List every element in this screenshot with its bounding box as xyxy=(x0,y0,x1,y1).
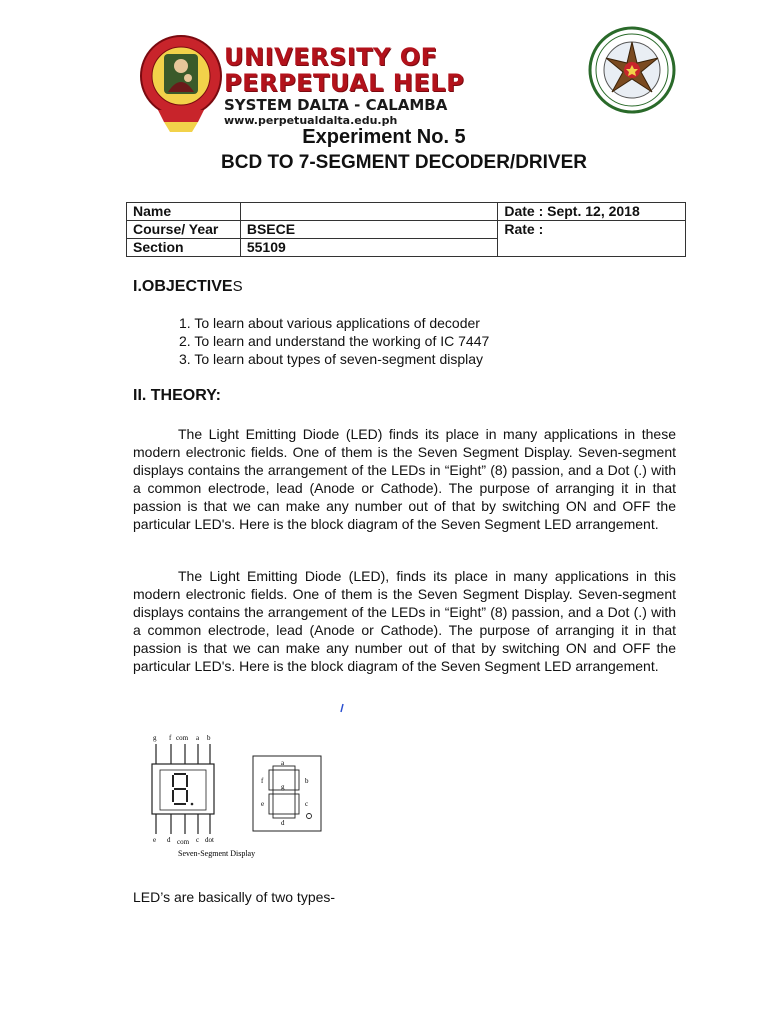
system-campus-line: SYSTEM DALTA - CALAMBA xyxy=(224,96,448,114)
name-label: Name xyxy=(127,203,241,221)
theory-heading: II. THEORY: xyxy=(133,387,221,404)
course-year-label: Course/ Year xyxy=(127,221,241,239)
pin-label-f: f xyxy=(169,734,172,742)
objective-item-2: 2. To learn and understand the working of IC 7447 xyxy=(179,333,490,349)
theory-paragraph-1-text: The Light Emitting Diode (LED) finds its place in many applications in these modern electronic fields. One of them is the Seven Segment Display. Seven-segment displays contains the arrangement of the LEDs in “Eight” (8) passion, and a Dot (.) with a common electrode, lead (Anode or Cathode). The purpose of arranging it in that passion is that we can make any number out of that by switching ON and OFF the particular LED's. Here is the block diagram of the Seven Segment LED arrangement. xyxy=(133,426,676,532)
pin-label-a: a xyxy=(196,734,200,742)
led-types-text: LED’s are basically of two types- xyxy=(133,889,336,905)
name-value xyxy=(240,203,497,221)
segment-label-b: b xyxy=(305,777,309,785)
pin-label-d: d xyxy=(167,836,171,844)
pin-label-c: c xyxy=(196,836,200,844)
pin-label-dot: dot xyxy=(205,836,214,844)
date-cell: Date : Sept. 12, 2018 xyxy=(498,203,686,221)
table-row xyxy=(127,221,686,239)
engineering-college-seal-logo xyxy=(588,16,676,124)
objective-item-1: 1. To learn about various applications of decoder xyxy=(179,315,480,331)
experiment-title: BCD TO 7-SEGMENT DECODER/DRIVER xyxy=(221,152,587,173)
objectives-heading-tail: S xyxy=(232,278,243,295)
experiment-number: Experiment No. 5 xyxy=(302,126,466,148)
diagram-caption: Seven-Segment Display xyxy=(178,849,256,858)
pin-label-com-top: com xyxy=(176,734,189,742)
stray-blue-mark xyxy=(340,700,344,710)
section-value: 55109 xyxy=(240,239,497,257)
objective-item-3: 3. To learn about types of seven-segment display xyxy=(179,351,484,367)
section-label: Section xyxy=(127,239,241,257)
theory-paragraph-2 xyxy=(133,567,676,675)
university-name-line2: PERPETUAL HELP xyxy=(224,69,465,97)
pin-label-g: g xyxy=(153,734,157,742)
bottom-pins xyxy=(156,814,210,834)
student-info-table xyxy=(126,202,686,257)
pin-label-e: e xyxy=(153,836,157,844)
pin-label-com-bottom: com xyxy=(177,838,190,846)
pin-label-b: b xyxy=(207,734,211,742)
seven-segment-diagram xyxy=(140,728,340,866)
university-name-line1: UNIVERSITY OF xyxy=(224,43,438,71)
segment-label-d: d xyxy=(281,819,285,827)
table-row xyxy=(127,203,686,221)
theory-paragraph-2-text: The Light Emitting Diode (LED), finds its place in many applications in this modern electronic fields. One of them is the Seven Segment Display. Seven-segment displays contains the arrangement of the LEDs in “Eight” (8) passion, and a Dot (.) with a common electrode, lead (Anode or Cathode). The purpose of arranging it in that passion is that we can make any number out of that by switching ON and OFF the particular LED's. Here is the block diagram of the Seven Segment LED arrangement. xyxy=(133,568,676,674)
university-name-block xyxy=(224,44,524,134)
course-year-value: BSECE xyxy=(240,221,497,239)
segment-label-a: a xyxy=(281,759,285,767)
segment-label-g: g xyxy=(281,783,285,791)
objectives-heading xyxy=(133,278,243,296)
segment-label-e: e xyxy=(261,800,265,808)
segment-label-f: f xyxy=(261,777,264,785)
top-pins xyxy=(156,744,210,766)
segment-label-c: c xyxy=(305,800,309,808)
objectives-heading-main: I.OBJECTIVE xyxy=(133,278,233,295)
rate-cell: Rate : xyxy=(498,221,686,257)
theory-paragraph-1 xyxy=(133,425,676,533)
segment-layout-box xyxy=(253,756,321,831)
university-website: www.perpetualdalta.edu.ph xyxy=(224,114,398,127)
university-seal-logo xyxy=(138,28,224,138)
